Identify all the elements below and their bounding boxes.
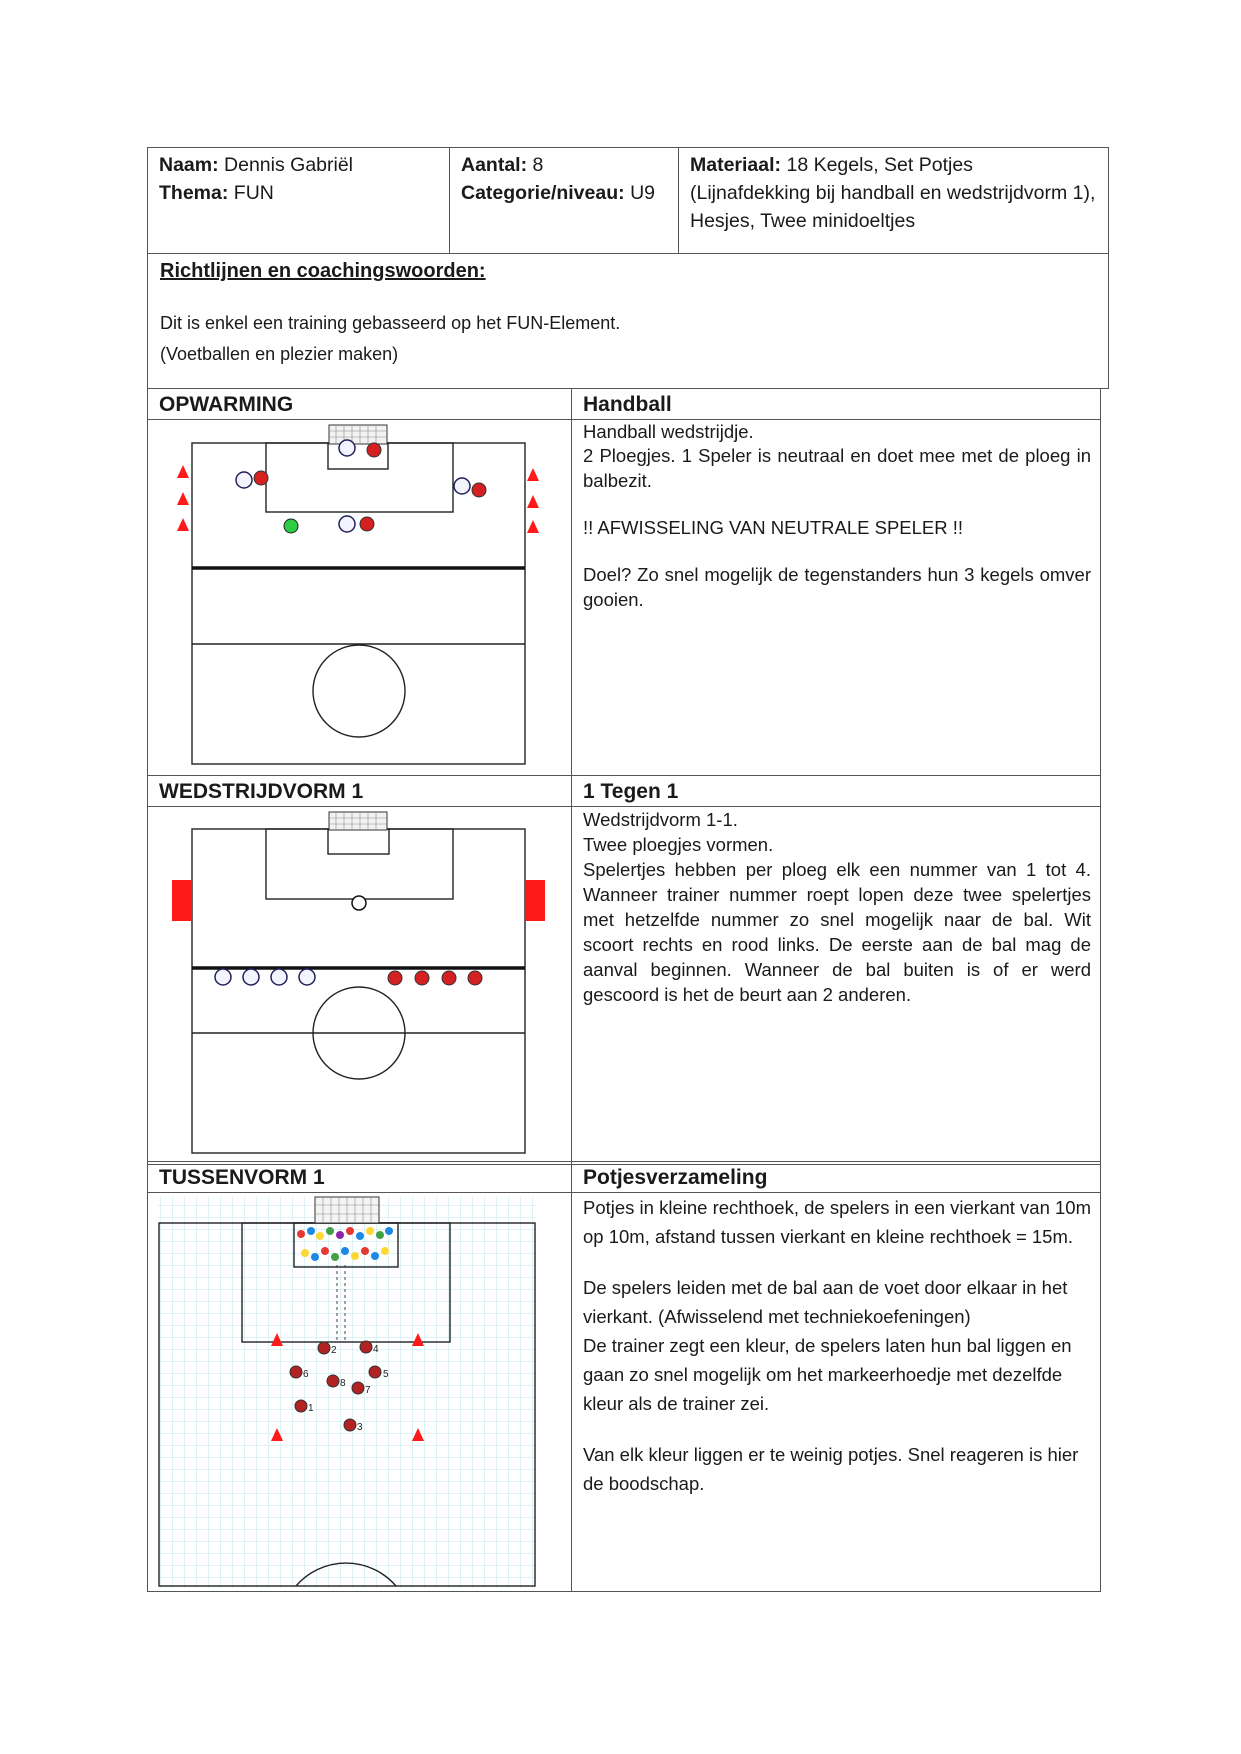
section-3-description	[583, 1193, 1091, 1498]
section-3-line-2: De spelers leiden met de bal aan de voet door elkaar in het vierkant. (Afwisselend met techniekoefeningen)	[583, 1277, 1068, 1327]
section-2-line-2: Twee ploegjes vormen.	[583, 834, 774, 855]
section-opwarming	[147, 388, 1101, 776]
guidelines-box	[147, 254, 1109, 389]
section-tussenvorm	[147, 1161, 1101, 1592]
cone-group-left	[177, 465, 189, 531]
players-red	[254, 443, 486, 531]
naam-label: Naam:	[159, 154, 219, 176]
players-red-row	[388, 971, 482, 985]
header-table	[147, 147, 1109, 254]
player-number: 6	[303, 1369, 309, 1380]
section-1-left-title: OPWARMING	[148, 389, 572, 420]
player-number: 2	[331, 1345, 337, 1356]
categorie-label: Categorie/niveau:	[461, 182, 625, 204]
potjes-field-diagram	[148, 1193, 570, 1593]
handball-field-diagram	[148, 420, 570, 776]
section-1-line-3: !! AFWISSELING VAN NEUTRALE SPELER !!	[583, 517, 964, 538]
section-3-right-title: Potjesverzameling	[572, 1162, 1100, 1193]
player-number: 8	[340, 1378, 346, 1389]
player-number: 4	[373, 1344, 379, 1355]
materiaal-value: 18 Kegels, Set Potjes (Lijnafdekking bij handball en wedstrijdvorm 1), Hesjes, Twee minidoeltjes	[690, 154, 1096, 232]
thema-label: Thema:	[159, 182, 229, 204]
guidelines-title: Richtlijnen en coachingswoorden:	[160, 260, 486, 282]
section-1-line-4: Doel? Zo snel mogelijk de tegenstanders hun 3 kegels omver gooien.	[583, 564, 1091, 610]
guidelines-line-2: (Voetballen en plezier maken)	[160, 344, 399, 364]
section-2-line-1: Wedstrijdvorm 1-1.	[583, 809, 738, 830]
player-number: 5	[383, 1369, 389, 1380]
thema-value: FUN	[233, 182, 274, 204]
aantal-value: 8	[532, 154, 544, 176]
player-number: 3	[357, 1422, 363, 1433]
section-1-line-1: Handball wedstrijdje.	[583, 421, 754, 442]
cone-group-right	[527, 468, 539, 533]
section-1-line-2: 2 Ploegjes. 1 Speler is neutraal en doet mee met de ploeg in balbezit.	[583, 445, 1091, 491]
naam-thema-cell	[148, 148, 450, 254]
materiaal-label: Materiaal:	[690, 154, 782, 176]
section-2-left-title: WEDSTRIJDVORM 1	[148, 776, 572, 807]
section-2-line-3: Spelertjes hebben per ploeg elk een nummer van 1 tot 4. Wanneer trainer nummer roept lopen deze twee spelertjes met hetzelfde nummer zo snel mogelijk naar de bal. Wit scoort rechts en rood links. De eerste aan de bal mag de aanval beginnen. Wanneer de bal buiten is of er werd gescoord is het de beurt aan 2 anderen.	[583, 859, 1091, 1005]
ball	[352, 896, 366, 910]
section-2-description	[583, 807, 1091, 1007]
guidelines-line-1: Dit is enkel een training gebasseerd op het FUN-Element.	[160, 313, 621, 333]
naam-value: Dennis Gabriël	[224, 154, 354, 176]
mini-goal-right	[525, 880, 545, 921]
section-3-line-3: De trainer zegt een kleur, de spelers laten hun bal liggen en gaan zo snel mogelijk om het markeerhoedje met dezelfde kleur als de trainer zei.	[583, 1335, 1072, 1414]
section-1-description	[583, 420, 1091, 612]
aantal-categorie-cell	[450, 148, 679, 254]
section-1-diagram-cell	[148, 420, 572, 775]
section-wedstrijdvorm	[147, 775, 1101, 1165]
section-3-left-title: TUSSENVORM 1	[148, 1162, 572, 1193]
one-vs-one-field-diagram	[148, 807, 570, 1165]
section-1-right-title: Handball	[572, 389, 1100, 420]
keeper-figure	[284, 519, 298, 533]
players-white	[236, 440, 470, 532]
categorie-value: U9	[630, 182, 655, 204]
section-2-right-title: 1 Tegen 1	[572, 776, 1100, 807]
player-number: 1	[308, 1403, 314, 1414]
section-3-line-4: Van elk kleur liggen er te weinig potjes. Snel reageren is hier de boodschap.	[583, 1444, 1079, 1494]
section-2-diagram-cell	[148, 807, 572, 1164]
players-white-row	[215, 969, 315, 985]
section-3-line-1: Potjes in kleine rechthoek, de spelers in een vierkant van 10m op 10m, afstand tussen vierkant en kleine rechthoek = 15m.	[583, 1197, 1092, 1247]
player-number: 7	[365, 1385, 371, 1396]
mini-goal-left	[172, 880, 192, 921]
section-3-diagram-cell	[148, 1193, 572, 1591]
aantal-label: Aantal:	[461, 154, 528, 176]
materiaal-cell	[679, 148, 1109, 254]
